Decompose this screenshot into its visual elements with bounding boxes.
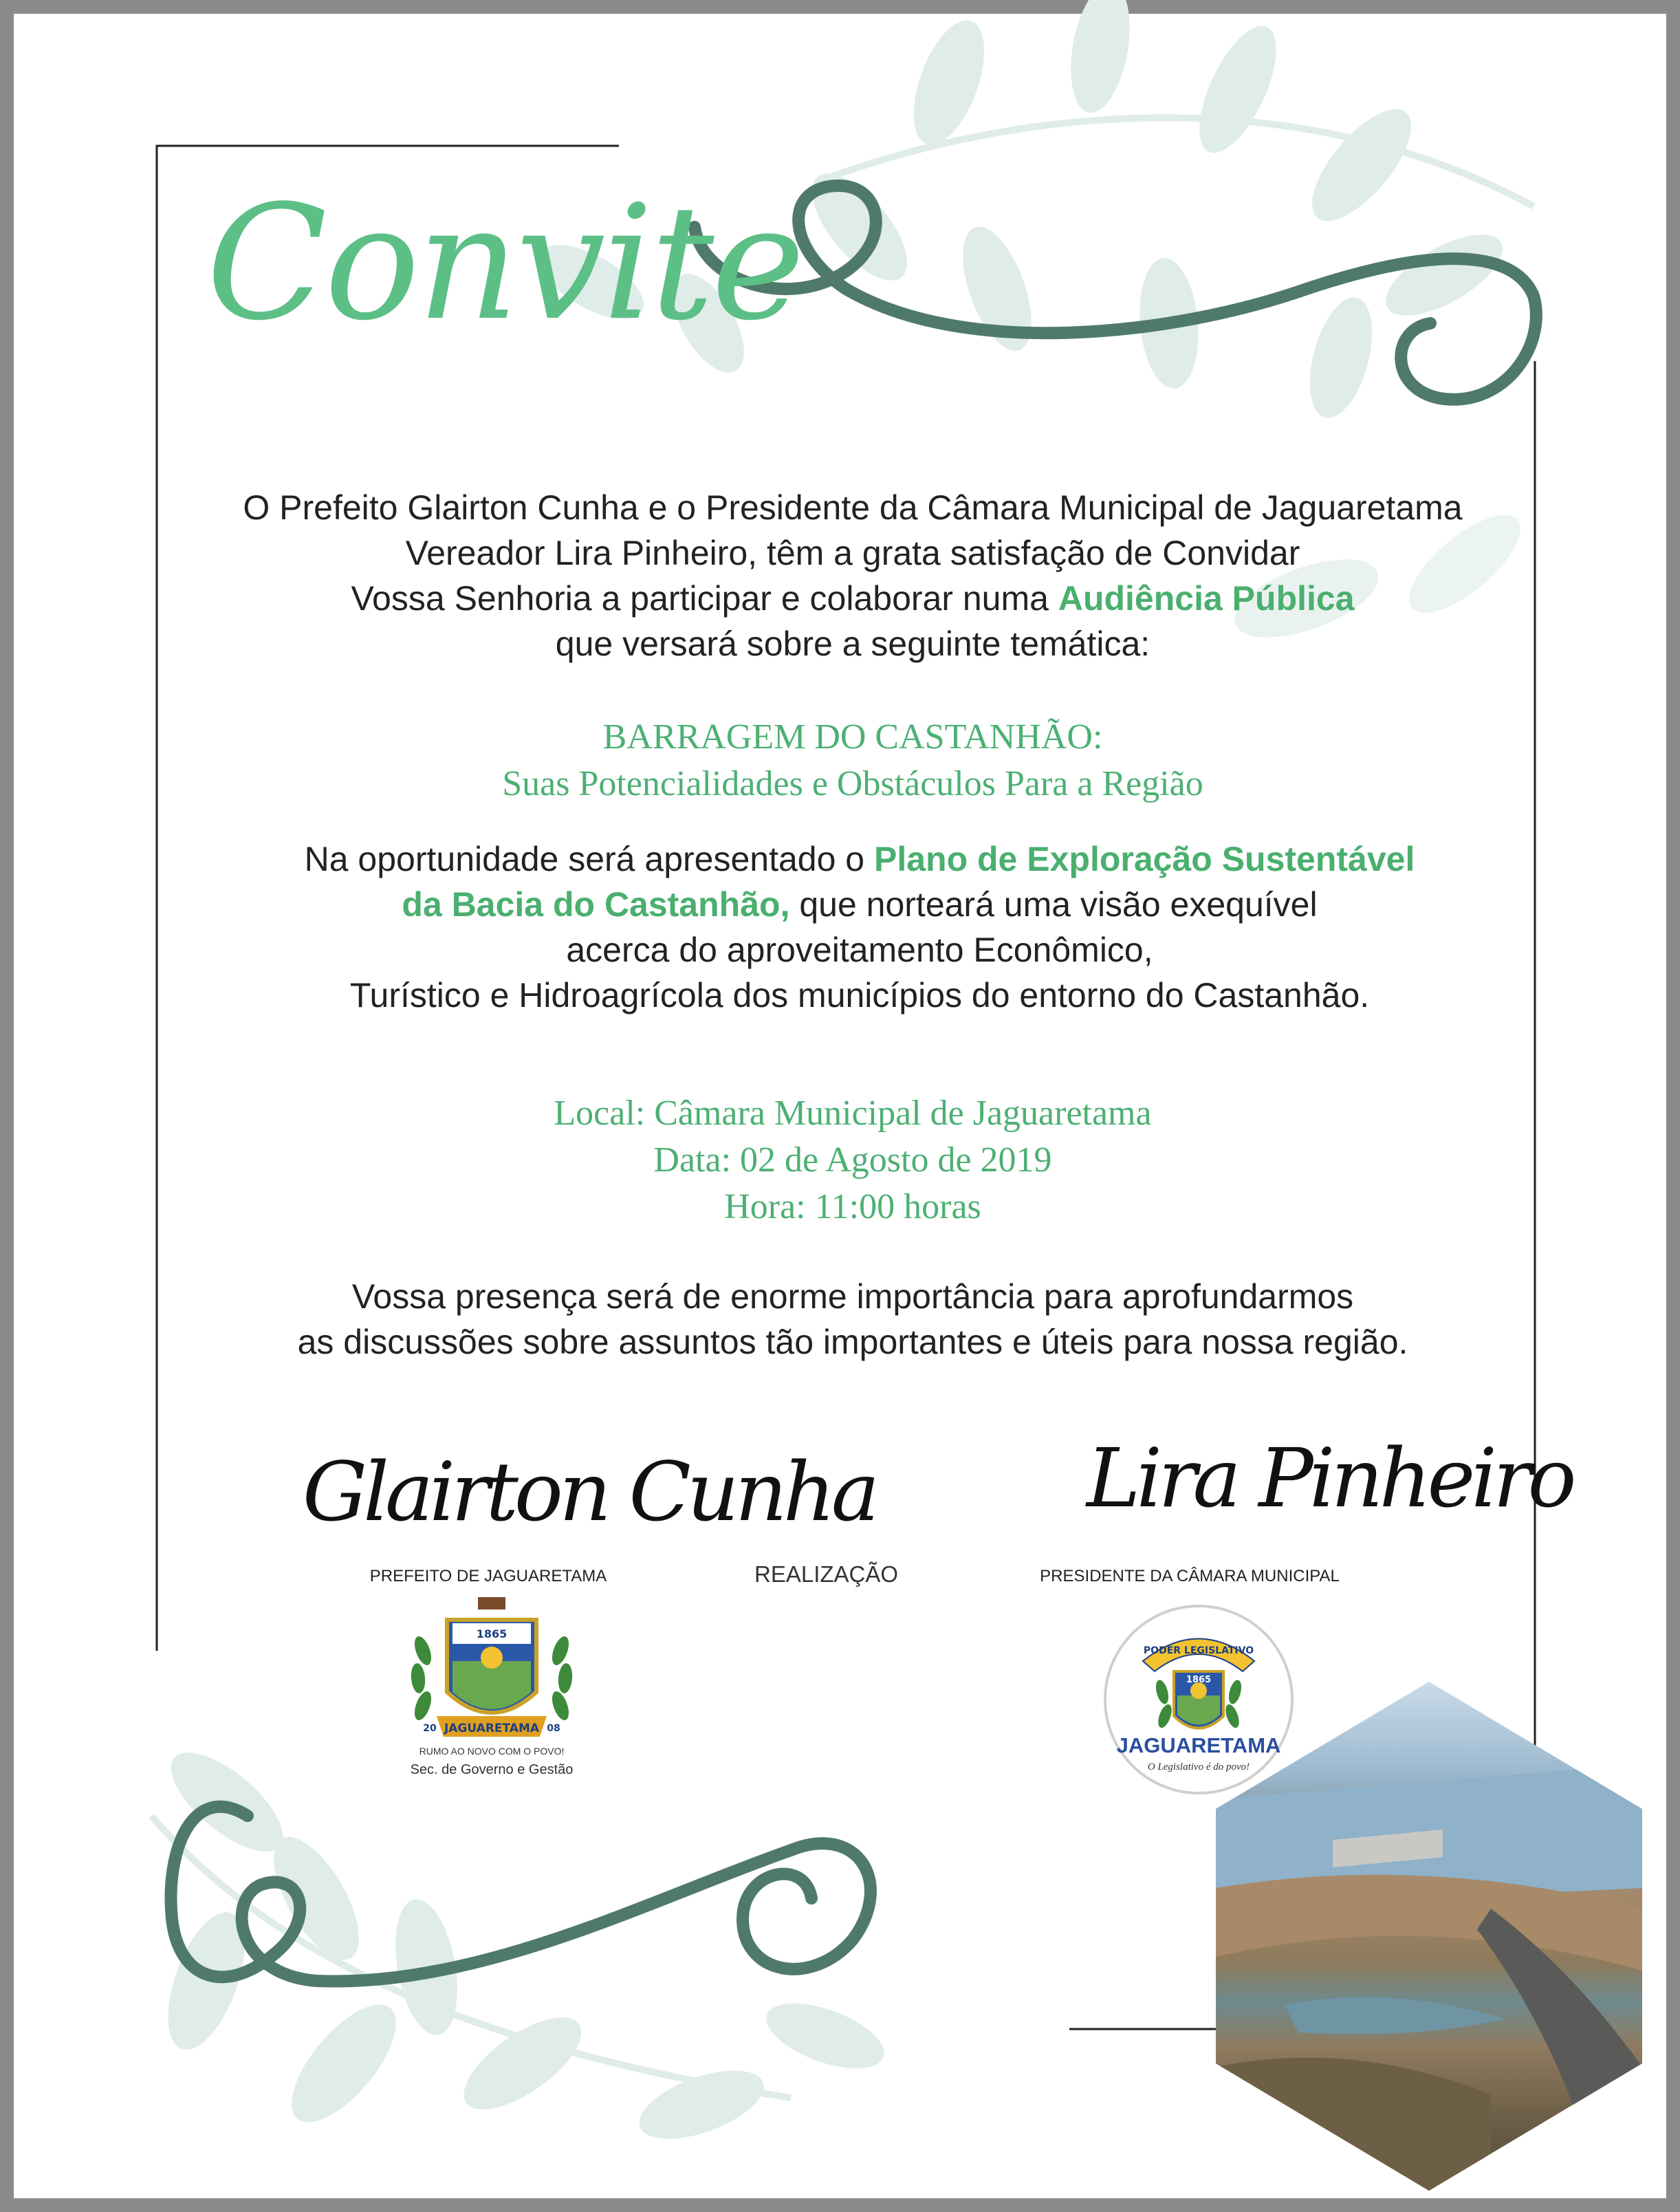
signature-lira: Lira Pinheiro bbox=[1087, 1431, 1573, 1526]
coat-department: Sec. de Governo e Gestão bbox=[410, 1762, 574, 1777]
title-convite: Convite bbox=[206, 172, 803, 356]
seal-year: 1865 bbox=[1186, 1675, 1212, 1685]
highlight-bacia: da Bacia do Castanhão, bbox=[402, 885, 790, 924]
plan-paragraph bbox=[144, 836, 1575, 1018]
plan-text: Na oportunidade será apresentado o bbox=[304, 840, 874, 878]
coat-year: 1865 bbox=[476, 1627, 508, 1640]
theme-title: BARRAGEM DO CASTANHÃO: bbox=[602, 717, 1103, 757]
coat-banner: JAGUARETAMA bbox=[444, 1722, 540, 1735]
event-date: Data: 02 de Agosto de 2019 bbox=[653, 1140, 1052, 1180]
signature-glairton: Glairton Cunha bbox=[303, 1444, 876, 1539]
highlight-audiencia: Audiência Pública bbox=[1058, 579, 1355, 618]
event-time: Hora: 11:00 horas bbox=[724, 1187, 981, 1226]
coat-of-arms-icon bbox=[399, 1596, 585, 1754]
plan-line: acerca do aproveitamento Econômico, bbox=[566, 931, 1153, 969]
legislative-seal-icon bbox=[1102, 1603, 1296, 1797]
vine bbox=[151, 1816, 791, 2098]
closing-paragraph bbox=[138, 1274, 1568, 1365]
seal-name: JAGUARETAMA bbox=[1116, 1733, 1281, 1757]
leaf bbox=[1296, 94, 1428, 236]
intro-line: Vereador Lira Pinheiro, têm a grata satisfação de Convidar bbox=[405, 534, 1300, 572]
leaf bbox=[1062, 0, 1139, 118]
coat-digits-left: 20 bbox=[423, 1723, 437, 1734]
plan-line bbox=[144, 882, 1575, 927]
intro-line: que versará sobre a seguinte temática: bbox=[555, 625, 1150, 663]
leaf bbox=[1374, 219, 1515, 332]
coat-motto: RUMO AO NOVO COM O POVO! bbox=[419, 1746, 565, 1757]
leaf bbox=[1183, 15, 1291, 163]
label-realizacao: REALIZAÇÃO bbox=[754, 1561, 899, 1587]
event-local: Local: Câmara Municipal de Jaguaretama bbox=[554, 1094, 1152, 1133]
leaf bbox=[758, 1991, 892, 2082]
plan-line: Turístico e Hidroagrícola dos municípios do entorno do Castanhão. bbox=[349, 976, 1370, 1015]
closing-line: Vossa presença será de enorme importância para aprofundarmos bbox=[351, 1277, 1354, 1316]
intro-line bbox=[138, 576, 1568, 621]
intro-paragraph bbox=[138, 485, 1568, 666]
theme-block bbox=[138, 714, 1568, 807]
municipal-coat-of-arms bbox=[399, 1596, 585, 1781]
leaf bbox=[1298, 291, 1384, 425]
intro-line: O Prefeito Glairton Cunha e o Presidente da Câmara Municipal de Jaguaretama bbox=[243, 488, 1463, 527]
legislative-logo bbox=[1102, 1603, 1296, 1797]
intro-text: Vossa Senhoria a participar e colaborar numa bbox=[351, 579, 1058, 618]
role-presidente: PRESIDENTE DA CÂMARA MUNICIPAL bbox=[1040, 1567, 1340, 1585]
closing-line: as discussões sobre assuntos tão importantes e úteis para nossa região. bbox=[297, 1323, 1408, 1361]
seal-motto: O Legislativo é do povo! bbox=[1147, 1761, 1250, 1772]
role-prefeito: PREFEITO DE JAGUARETAMA bbox=[369, 1567, 607, 1585]
leaf bbox=[274, 1988, 414, 2139]
plan-line bbox=[144, 836, 1575, 882]
plan-text: que norteará uma visão exequível bbox=[789, 885, 1318, 924]
highlight-plano: Plano de Exploração Sustentável bbox=[873, 840, 1415, 878]
coat-digits-right: 08 bbox=[547, 1723, 560, 1734]
event-details bbox=[138, 1090, 1568, 1230]
seal-arc-text: PODER LEGISLATIVO bbox=[1143, 1645, 1254, 1656]
theme-subtitle: Suas Potencialidades e Obstáculos Para a Região bbox=[502, 764, 1203, 803]
leaf bbox=[796, 158, 924, 296]
